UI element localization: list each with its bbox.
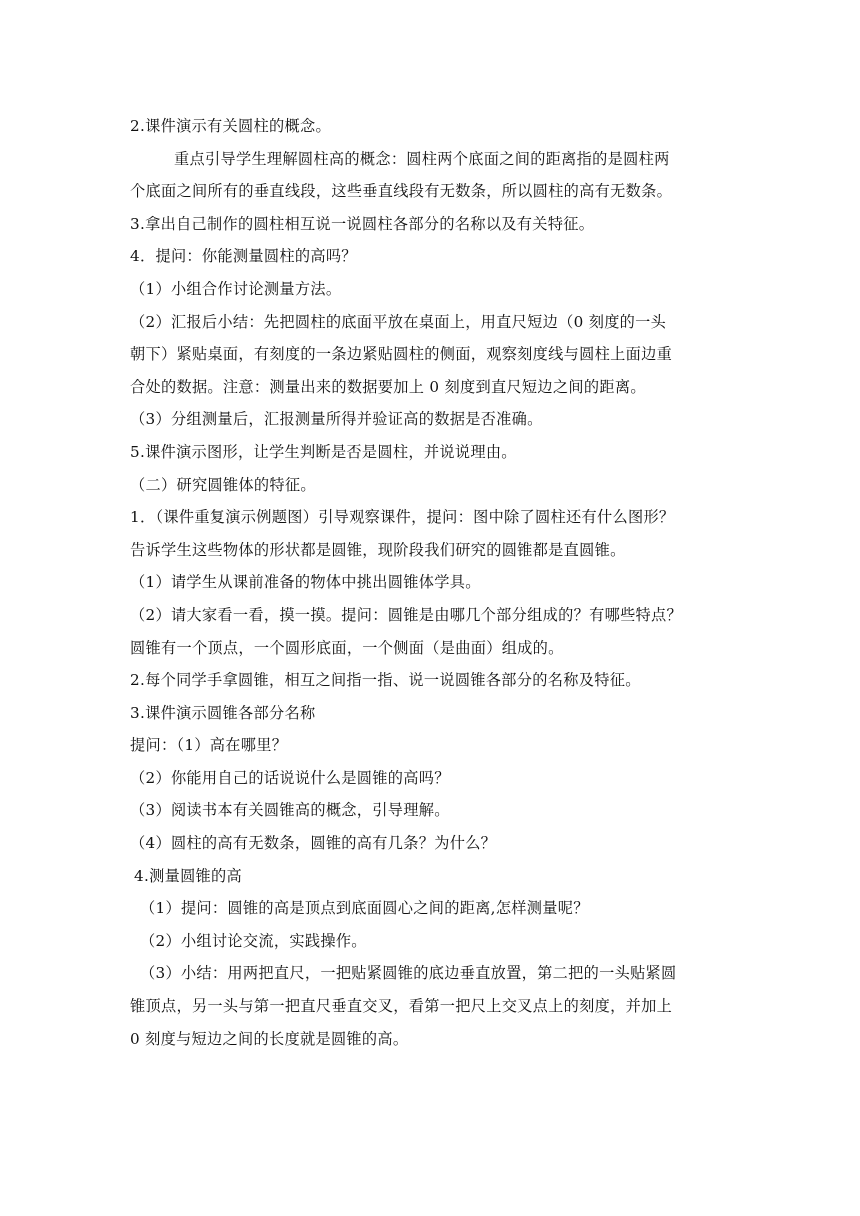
text-line: （3）分组测量后，汇报测量所得并验证高的数据是否准确。 [130,410,543,429]
text-line: （3）小结：用两把直尺，一把贴紧圆锥的底边垂直放置，第二把的一头贴紧圆 [140,964,677,983]
text-line: （2）你能用自己的话说说什么是圆锥的高吗？ [130,768,450,787]
text-line: 1．（课件重复演示例题图）引导观察课件，提问：图中除了圆柱还有什么图形？ [130,508,675,527]
text-line: 个底面之间所有的垂直线段，这些垂直线段有无数条，所以圆柱的高有无数条。 [130,182,673,201]
text-line: （3）阅读书本有关圆锥高的概念，引导理解。 [130,801,450,820]
text-line: 重点引导学生理解圆柱高的概念：圆柱两个底面之间的距离指的是圆柱两 [174,149,670,168]
document-body [130,110,740,1055]
text-line: （2）汇报后小结：先把圆柱的底面平放在桌面上，用直尺短边（0 刻度的一头 [130,312,667,331]
text-line: （1）提问：圆锥的高是顶点到底面圆心之间的距离,怎样测量呢？ [140,899,589,918]
text-line: 朝下）紧贴桌面，有刻度的一条边紧贴圆柱的侧面，观察刻度线与圆柱上面边重 [130,345,673,364]
text-line: 4．提问：你能测量圆柱的高吗？ [130,247,357,266]
text-line: 5.课件演示图形，让学生判断是否是圆柱，并说说理由。 [130,442,517,461]
text-line: 0 刻度与短边之间的长度就是圆锥的高。 [130,1029,409,1048]
text-line: 圆锥有一个顶点，一个圆形底面，一个侧面（是曲面）组成的。 [130,638,564,657]
text-line: 提问：（1）高在哪里？ [130,736,288,755]
text-line: 2.每个同学手拿圆锥，相互之间指一指、说一说圆锥各部分的名称及特征。 [130,671,641,690]
text-line: 合处的数据。注意：测量出来的数据要加上 0 刻度到直尺短边之间的距离。 [130,377,646,396]
text-line: 3.课件演示圆锥各部分名称 [130,703,316,722]
text-line: （二）研究圆锥体的特征。 [130,475,316,494]
text-line: 3.拿出自己制作的圆柱相互说一说圆柱各部分的名称以及有关特征。 [130,214,595,233]
text-line: 4.测量圆锥的高 [134,866,243,885]
text-line: （1）请学生从课前准备的物体中挑出圆锥体学具。 [130,573,481,592]
text-line: 锥顶点，另一头与第一把直尺垂直交叉，看第一把尺上交叉点上的刻度，并加上 [130,997,673,1016]
text-line: （4）圆柱的高有无数条，圆锥的高有几条？为什么？ [130,834,497,853]
text-line: （2）小组讨论交流，实践操作。 [140,931,367,950]
text-line: 告诉学生这些物体的形状都是圆锥，现阶段我们研究的圆锥都是直圆锥。 [130,540,626,559]
text-line: （1）小组合作讨论测量方法。 [130,279,342,298]
text-line: 2.课件演示有关圆柱的概念。 [130,117,331,135]
text-line: （2）请大家看一看，摸一摸。提问：圆锥是由哪几个部分组成的？有哪些特点？ [130,605,683,624]
